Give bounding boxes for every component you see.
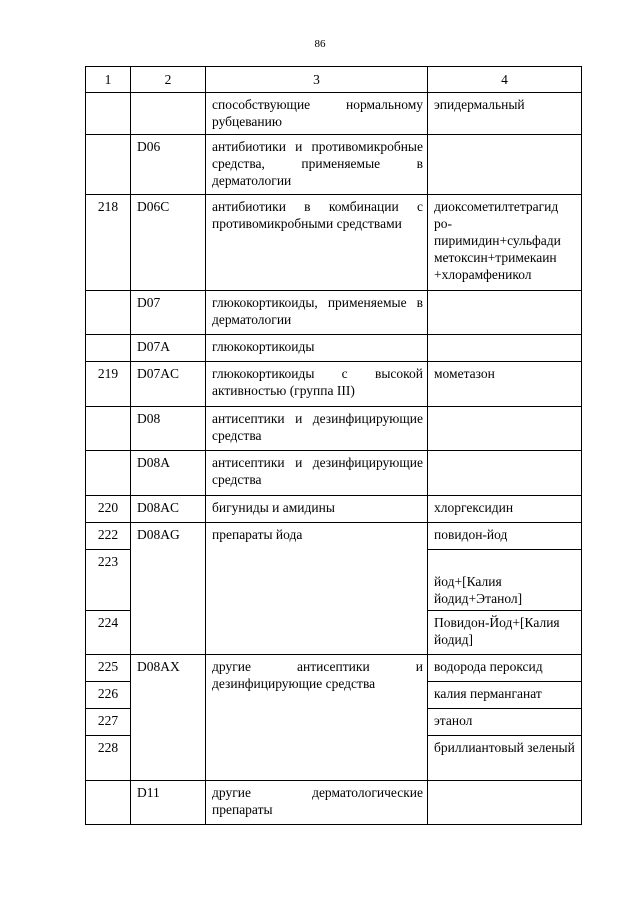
drug-classification-table bbox=[85, 66, 582, 825]
table-row bbox=[86, 362, 582, 407]
page-number: 86 bbox=[314, 38, 326, 50]
atc-code: D07 bbox=[131, 291, 206, 335]
drug-name bbox=[428, 451, 582, 496]
atc-code: D07AC bbox=[131, 362, 206, 407]
row-number: 218 bbox=[86, 195, 131, 291]
row-number: 227 bbox=[86, 709, 131, 736]
group-name: антисептики и дезинфицирующие средства bbox=[206, 451, 428, 496]
header-col-1: 1 bbox=[86, 67, 131, 93]
drug-name: мометазон bbox=[428, 362, 582, 407]
drug-name bbox=[428, 335, 582, 362]
group-name: препараты йода bbox=[206, 523, 428, 655]
row-number: 228 bbox=[86, 736, 131, 781]
table-row bbox=[86, 451, 582, 496]
atc-code: D08 bbox=[131, 407, 206, 451]
atc-code: D06C bbox=[131, 195, 206, 291]
row-number: 224 bbox=[86, 611, 131, 655]
table-row bbox=[86, 93, 582, 135]
atc-code: D11 bbox=[131, 781, 206, 825]
drug-name: йод+[Калия йодид+Этанол] bbox=[428, 550, 582, 611]
group-name: бигуниды и амидины bbox=[206, 496, 428, 523]
group-name: другие дерматологические препараты bbox=[206, 781, 428, 825]
drug-name bbox=[428, 135, 582, 195]
table-row bbox=[86, 291, 582, 335]
drug-name: диоксометилтетрагид ро- пиримидин+сульфади метоксин+тримекаин +хлорамфеникол bbox=[428, 195, 582, 291]
table-header-row bbox=[86, 67, 582, 93]
drug-name bbox=[428, 407, 582, 451]
group-name: глюкокортикоиды с высокой активностью (группа III) bbox=[206, 362, 428, 407]
group-name: способствующие нормальному рубцеванию bbox=[206, 93, 428, 135]
drug-name: повидон-йод bbox=[428, 523, 582, 550]
row-number: 226 bbox=[86, 682, 131, 709]
row-number: 219 bbox=[86, 362, 131, 407]
row-number bbox=[86, 451, 131, 496]
drug-name: водорода пероксид bbox=[428, 655, 582, 682]
atc-code: D08AG bbox=[131, 523, 206, 655]
row-number bbox=[86, 93, 131, 135]
drug-name: эпидермальный bbox=[428, 93, 582, 135]
group-name: глюкокортикоиды, применяемые в дерматологии bbox=[206, 291, 428, 335]
atc-code: D08A bbox=[131, 451, 206, 496]
row-number: 225 bbox=[86, 655, 131, 682]
row-number bbox=[86, 135, 131, 195]
header-col-3: 3 bbox=[206, 67, 428, 93]
drug-name: Повидон-Йод+[Калия йодид] bbox=[428, 611, 582, 655]
group-name: другие антисептики и дезинфицирующие средства bbox=[206, 655, 428, 781]
row-number: 220 bbox=[86, 496, 131, 523]
row-number bbox=[86, 407, 131, 451]
table-row bbox=[86, 496, 582, 523]
table-row bbox=[86, 407, 582, 451]
drug-name: этанол bbox=[428, 709, 582, 736]
table-row bbox=[86, 523, 582, 550]
atc-code: D08AX bbox=[131, 655, 206, 781]
drug-name: калия перманганат bbox=[428, 682, 582, 709]
group-name: глюкокортикоиды bbox=[206, 335, 428, 362]
row-number bbox=[86, 335, 131, 362]
drug-name: бриллиантовый зеленый bbox=[428, 736, 582, 781]
row-number: 222 bbox=[86, 523, 131, 550]
atc-code bbox=[131, 93, 206, 135]
drug-name bbox=[428, 291, 582, 335]
table-row bbox=[86, 335, 582, 362]
drug-name: хлоргексидин bbox=[428, 496, 582, 523]
row-number bbox=[86, 781, 131, 825]
atc-code: D07A bbox=[131, 335, 206, 362]
table-row bbox=[86, 195, 582, 291]
atc-code: D06 bbox=[131, 135, 206, 195]
row-number: 223 bbox=[86, 550, 131, 611]
table-row bbox=[86, 655, 582, 682]
group-name: антибиотики в комбинации с противомикробными средствами bbox=[206, 195, 428, 291]
header-col-2: 2 bbox=[131, 67, 206, 93]
atc-code: D08AC bbox=[131, 496, 206, 523]
drug-name bbox=[428, 781, 582, 825]
group-name: антисептики и дезинфицирующие средства bbox=[206, 407, 428, 451]
table-row bbox=[86, 781, 582, 825]
header-col-4: 4 bbox=[428, 67, 582, 93]
row-number bbox=[86, 291, 131, 335]
group-name: антибиотики и противомикробные средства, применяемые в дерматологии bbox=[206, 135, 428, 195]
table-row bbox=[86, 135, 582, 195]
